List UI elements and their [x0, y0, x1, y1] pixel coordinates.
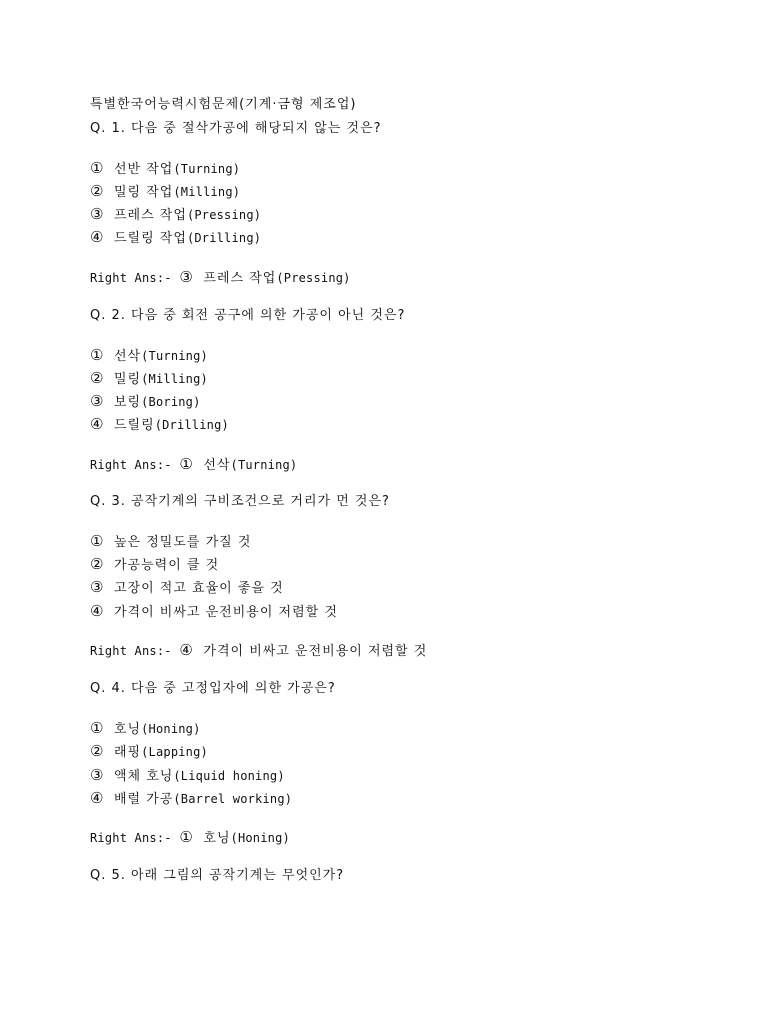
answer-text-kr: 호닝 [203, 831, 231, 846]
option-text-kr: 프레스 작업 [114, 208, 187, 223]
q4-option-4 [90, 790, 292, 808]
question-5: Q. 5. 아래 그림의 공작기계는 무엇인가? [90, 868, 345, 883]
document-title: 특별한국어능력시험문제(기계·금형 제조업) [90, 97, 357, 112]
option-text-kr: 배럴 가공 [114, 792, 174, 807]
option-number: ① [90, 346, 104, 364]
option-text-en: (Lapping) [141, 745, 208, 759]
q1-option-1 [90, 160, 240, 178]
option-text-kr: 선삭 [114, 349, 142, 364]
option-number: ① [90, 719, 104, 737]
option-text-kr: 고장이 적고 효율이 좋을 것 [114, 581, 284, 596]
option-text-kr: 액체 호닝 [114, 769, 174, 784]
option-number: ① [90, 532, 104, 550]
q1-option-4 [90, 229, 261, 247]
option-number: ③ [90, 578, 104, 596]
option-text-kr: 가공능력이 클 것 [114, 558, 220, 573]
option-number: ② [90, 742, 104, 760]
option-text-kr: 드릴링 작업 [114, 231, 187, 246]
option-text-en: (Boring) [141, 395, 201, 409]
option-text-kr: 호닝 [114, 722, 142, 737]
option-text-en: (Liquid honing) [173, 769, 285, 783]
answer-prefix: Right Ans:- [90, 831, 172, 845]
q3-answer [90, 642, 427, 660]
option-number: ④ [90, 415, 104, 433]
answer-number: ④ [179, 641, 194, 659]
option-number: ④ [90, 789, 104, 807]
q2-answer [90, 456, 297, 474]
q2-option-2 [90, 370, 208, 388]
question-4: Q. 4. 다음 중 고정입자에 의한 가공은? [90, 681, 336, 696]
option-number: ③ [90, 205, 104, 223]
q3-option-3 [90, 579, 284, 597]
question-2: Q. 2. 다음 중 회전 공구에 의한 가공이 아닌 것은? [90, 308, 406, 323]
q4-option-1 [90, 720, 201, 738]
answer-number: ③ [179, 268, 194, 286]
q3-option-4 [90, 603, 338, 621]
option-number: ① [90, 159, 104, 177]
question-1: Q. 1. 다음 중 절삭가공에 해당되지 않는 것은? [90, 121, 382, 136]
option-text-en: (Drilling) [186, 231, 262, 245]
option-text-kr: 드릴링 [114, 418, 155, 433]
option-number: ② [90, 182, 104, 200]
option-text-en: (Milling) [141, 372, 208, 386]
option-number: ② [90, 369, 104, 387]
q1-answer [90, 269, 351, 287]
q2-option-1 [90, 347, 208, 365]
answer-text-en: (Turning) [230, 458, 298, 472]
q3-option-1 [90, 533, 251, 551]
q1-option-2 [90, 183, 240, 201]
option-text-kr: 가격이 비싸고 운전비용이 저렴할 것 [114, 605, 338, 620]
q4-answer [90, 829, 290, 847]
answer-number: ① [179, 828, 194, 846]
option-text-kr: 밀링 작업 [114, 185, 174, 200]
option-text-en: (Drilling) [154, 418, 229, 432]
option-text-en: (Pressing) [186, 208, 262, 222]
option-number: ② [90, 555, 104, 573]
option-number: ③ [90, 392, 104, 410]
q2-option-3 [90, 393, 201, 411]
answer-text-en: (Pressing) [276, 271, 351, 285]
answer-text-kr: 프레스 작업 [203, 271, 277, 286]
option-text-kr: 보링 [114, 395, 142, 410]
option-text-kr: 래핑 [114, 745, 142, 760]
q1-option-3 [90, 206, 261, 224]
question-3: Q. 3. 공작기계의 구비조건으로 거리가 먼 것은? [90, 494, 390, 509]
answer-prefix: Right Ans:- [90, 644, 172, 658]
answer-prefix: Right Ans:- [90, 271, 172, 285]
q4-option-3 [90, 767, 285, 785]
answer-text-en: (Honing) [230, 831, 290, 845]
option-number: ④ [90, 602, 104, 620]
option-number: ④ [90, 228, 104, 246]
option-text-en: (Turning) [141, 349, 208, 363]
option-text-en: (Barrel working) [173, 792, 293, 806]
option-text-en: (Milling) [173, 185, 241, 199]
option-text-kr: 높은 정밀도를 가질 것 [114, 535, 252, 550]
answer-number: ① [179, 455, 194, 473]
answer-text-kr: 선삭 [203, 458, 231, 473]
q2-option-4 [90, 416, 229, 434]
option-text-en: (Turning) [173, 162, 241, 176]
q4-option-2 [90, 743, 208, 761]
answer-text-kr: 가격이 비싸고 운전비용이 저렴할 것 [203, 644, 428, 659]
answer-prefix: Right Ans:- [90, 458, 172, 472]
option-text-kr: 밀링 [114, 372, 142, 387]
option-number: ③ [90, 766, 104, 784]
option-text-en: (Honing) [141, 722, 201, 736]
q3-option-2 [90, 556, 219, 574]
option-text-kr: 선반 작업 [114, 162, 174, 177]
